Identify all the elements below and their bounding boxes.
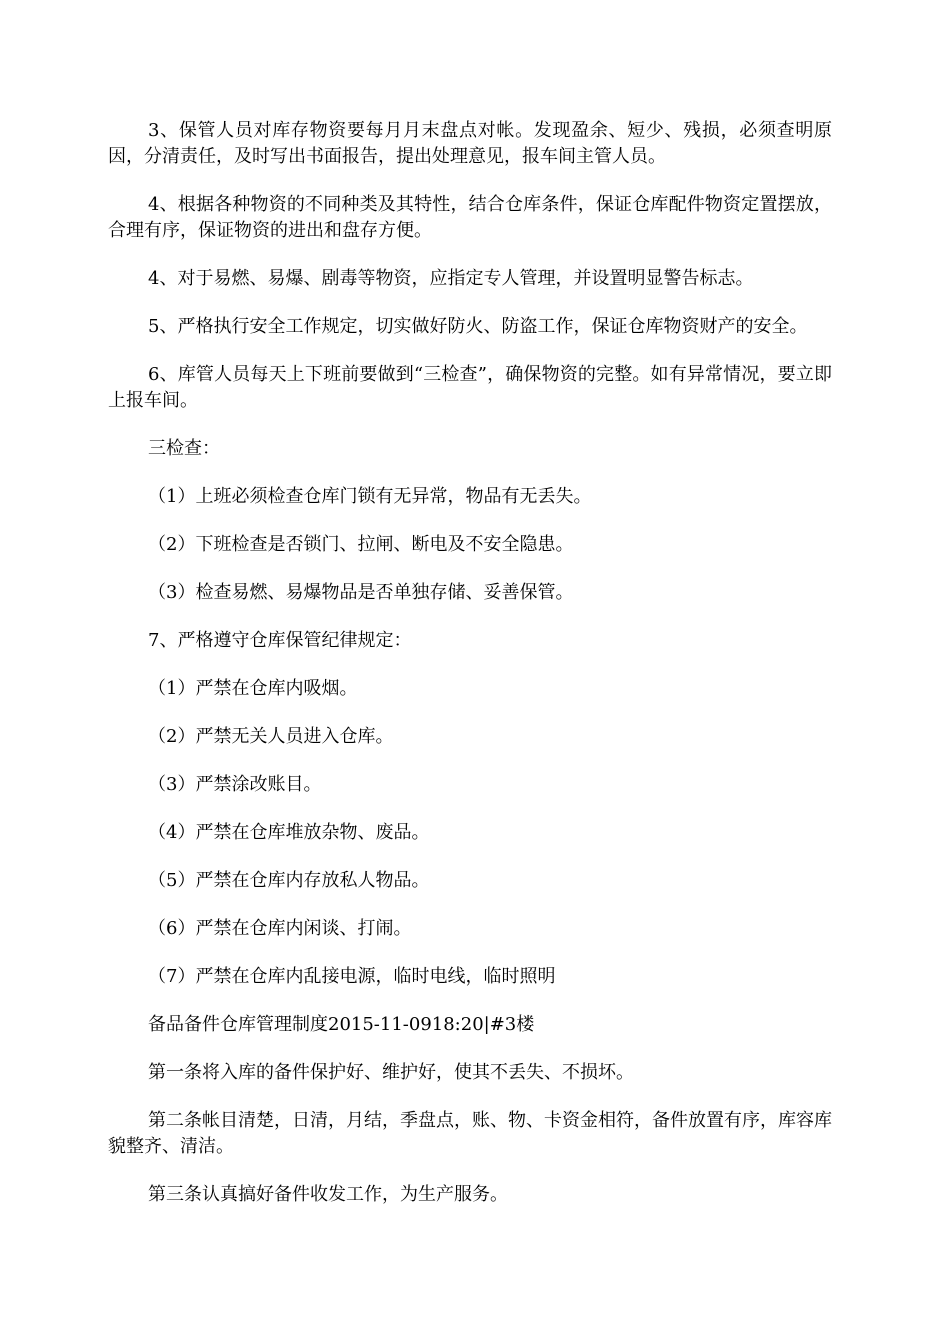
paragraph-safety: 5、严格执行安全工作规定，切实做好防火、防盗工作，保证仓库物资财产的安全。 [148,316,808,337]
paragraph-article-2: 第二条帐目清楚，日清，月结，季盘点，账、物、卡资金相符，备件放置有序，库容库貌整齐、清洁。 [108,1110,832,1157]
document-body [108,118,832,1230]
list-item: （3）检查易燃、易爆物品是否单独存储、妥善保管。 [148,582,574,603]
list-item: （6）严禁在仓库内闲谈、打闹。 [148,918,412,939]
list-item: （1）上班必须检查仓库门锁有无异常，物品有无丢失。 [148,486,592,507]
list-item: （7）严禁在仓库内乱接电源，临时电线，临时照明 [148,966,556,987]
paragraph-article-3: 第三条认真搞好备件收发工作，为生产服务。 [148,1184,508,1205]
list-item: （3）严禁涂改账目。 [148,774,322,795]
list-item: （2）严禁无关人员进入仓库。 [148,726,394,747]
paragraph-three-checks-heading: 三检查： [148,438,220,459]
paragraph-article-1: 第一条将入库的备件保护好、维护好，使其不丢失、不损坏。 [148,1062,634,1083]
paragraph-discipline-heading: 7、严格遵守仓库保管纪律规定： [148,630,412,651]
list-item: （2）下班检查是否锁门、拉闸、断电及不安全隐患。 [148,534,574,555]
list-item: （4）严禁在仓库堆放杂物、废品。 [148,822,430,843]
paragraph-placement: 4、根据各种物资的不同种类及其特性，结合仓库条件，保证仓库配件物资定置摆放，合理有序，保证物资的进出和盘存方便。 [108,194,832,241]
list-item: （1）严禁在仓库内吸烟。 [148,678,358,699]
paragraph-three-checks-rule: 6、库管人员每天上下班前要做到“三检查”，确保物资的完整。如有异常情况，要立即上报车间。 [108,364,832,411]
list-item: （5）严禁在仓库内存放私人物品。 [148,870,430,891]
paragraph-inventory-check: 3、保管人员对库存物资要每月月末盘点对帐。发现盈余、短少、残损，必须查明原因，分清责任，及时写出书面报告，提出处理意见，报车间主管人员。 [108,120,832,167]
paragraph-hazardous: 4、对于易燃、易爆、剧毒等物资，应指定专人管理，并设置明显警告标志。 [148,268,754,289]
section-title: 备品备件仓库管理制度2015-11-0918:20|#3楼 [148,1014,535,1035]
